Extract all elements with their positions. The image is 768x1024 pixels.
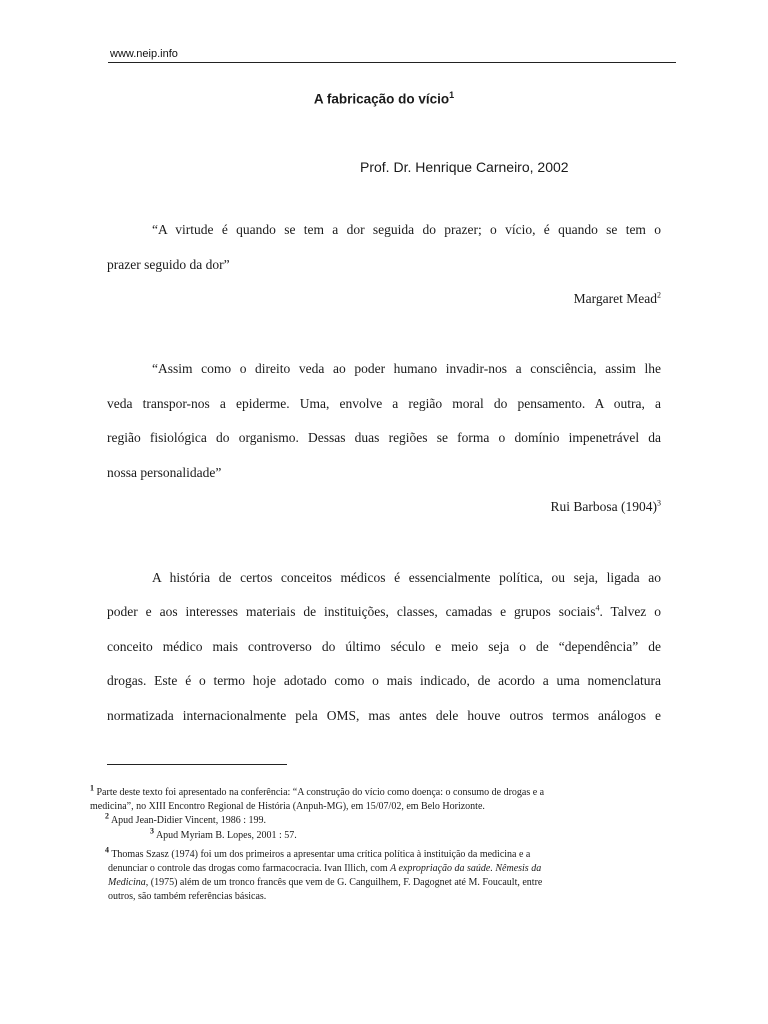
body-footnote-mark: 4 <box>595 603 600 613</box>
footnote-4-line3-text: , (1975) além de um tronco francês que vem de G. Canguilhem, F. Dagognet até M. Foucault, entre <box>145 877 543 888</box>
footnote-4-line3 <box>108 876 542 889</box>
title-text: A fabricação do vício <box>313 91 450 107</box>
body-line2-tail: . Talvez o <box>599 604 661 619</box>
footnote-1-text: Parte deste texto foi apresentado na conferência: “A construção do vício como doença: o consumo de drogas e a <box>96 787 545 798</box>
footnote-1-mark: 1 <box>90 783 94 793</box>
header-url: www.neip.info <box>110 48 178 60</box>
author-line: Prof. Dr. Henrique Carneiro, 2002 <box>360 159 569 175</box>
footnote-4-line4: outros, são também referências básicas. <box>108 891 267 902</box>
footnote-3-mark: 3 <box>150 826 154 836</box>
quote1-footnote-mark: 2 <box>657 290 661 300</box>
quote2-attribution <box>107 497 661 517</box>
footnote-3 <box>150 826 297 842</box>
title-footnote-mark: 1 <box>449 90 455 100</box>
quote2-line2: veda transpor-nos a epiderme. Uma, envolve a região moral do pensamento. A outra, a <box>107 396 661 411</box>
body-line4: drogas. Este é o termo hoje adotado como o mais indicado, de acordo a uma nomenclatura <box>107 673 661 688</box>
quote1-line1: “A virtude é quando se tem a dor seguida do prazer; o vício, é quando se tem o <box>152 222 661 237</box>
footnote-1-line1 <box>90 783 545 799</box>
footnote-4-line2 <box>108 862 541 875</box>
footnote-2 <box>105 811 266 827</box>
quote2-author: Rui Barbosa (1904) <box>550 499 657 514</box>
quote2-footnote-mark: 3 <box>657 498 661 508</box>
footnote-2-text: Apud Jean-Didier Vincent, 1986 : 199. <box>110 815 266 826</box>
footnote-4-line2-text: denunciar o controle das drogas como farmacocracia. Ivan Illich, com <box>108 863 391 874</box>
quote1-author: Margaret Mead <box>573 291 657 306</box>
quote2-line1: “Assim como o direito veda ao poder humano invadir-nos a consciência, assim lhe <box>152 361 661 376</box>
footnote-1-line2: medicina”, no XIII Encontro Regional de História (Anpuh-MG), em 15/07/02, em Belo Horizonte. <box>90 801 485 812</box>
body-line1: A história de certos conceitos médicos é essencialmente política, ou seja, ligada ao <box>152 570 661 585</box>
quote1-attribution <box>107 289 661 309</box>
footnote-4-book-title: A expropriação da saúde. Nêmesis da <box>390 863 542 874</box>
footnote-separator <box>107 764 287 765</box>
footnote-2-mark: 2 <box>105 811 109 821</box>
footnote-4-mark: 4 <box>105 845 109 855</box>
quote1-line2: prazer seguido da dor” <box>107 257 230 272</box>
body-line3: conceito médico mais controverso do último século e meio seja o de “dependência” de <box>107 639 661 654</box>
header-rule <box>108 62 676 63</box>
footnote-4-text: Thomas Szasz (1974) foi um dos primeiros a apresentar uma crítica política à instituição da medicina e a <box>111 849 531 860</box>
quote2-line3: região fisiológica do organismo. Dessas duas regiões se forma o domínio impenetrável da <box>107 430 661 445</box>
body-line2 <box>107 602 661 622</box>
quote2-line4: nossa personalidade” <box>107 465 222 480</box>
footnote-3-text: Apud Myriam B. Lopes, 2001 : 57. <box>155 830 297 841</box>
body-line5: normatizada internacionalmente pela OMS, mas antes dele houve outros termos análogos e <box>107 708 661 723</box>
footnote-4-line1 <box>105 845 531 861</box>
footnote-4-book-title-cont: Medicina <box>108 877 146 888</box>
body-line2-text: poder e aos interesses materiais de instituições, classes, camadas e grupos sociais <box>107 604 596 619</box>
page-title <box>0 90 768 107</box>
